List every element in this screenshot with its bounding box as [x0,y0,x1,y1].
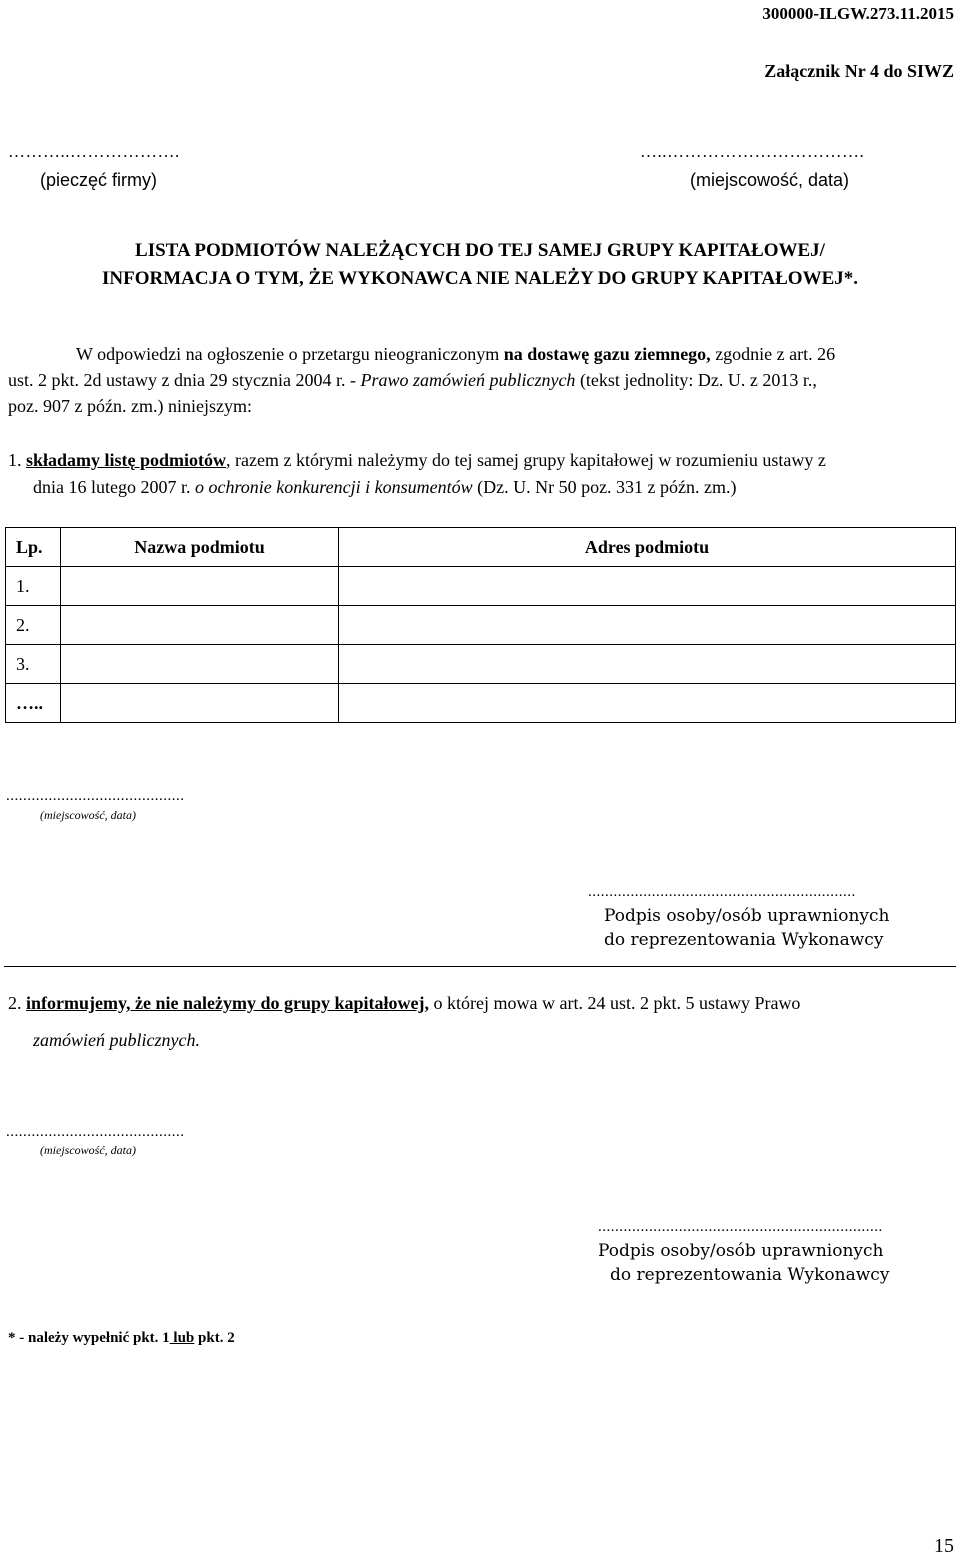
document-title-line-2: INFORMACJA O TYM, ŻE WYKONAWCA NIE NALEŻY DO GRUPY KAPITAŁOWEJ*. [101,268,858,289]
entity-name-cell[interactable] [61,684,339,723]
row-number: ….. [6,684,61,723]
row-number: 3. [6,645,61,684]
intro-line-2: ust. 2 pkt. 2d ustawy z dnia 29 stycznia 2004 r. - Prawo zamówień publicznych (tekst jednolity: Dz. U. z 2013 r., [8,370,817,390]
section-2-line-1: 2. informujemy, że nie należymy do grupy kapitałowej, o której mowa w art. 24 ust. 2 pkt. 5 ustawy Prawo [8,993,801,1013]
header-entity-address: Adres podmiotu [339,528,956,567]
signature-label-1-line-2: do reprezentowania Wykonawcy [604,930,884,950]
header-entity-name: Nazwa podmiotu [61,528,339,567]
signature-label-2-line-2: do reprezentowania Wykonawcy [610,1265,890,1285]
table-row [6,645,956,684]
entities-table [5,527,956,723]
entity-address-cell[interactable] [339,567,956,606]
place-date-label-2: (miejscowość, data) [40,1143,136,1157]
table-header-row [6,528,956,567]
entity-address-cell[interactable] [339,645,956,684]
signature-label-2-line-1: Podpis osoby/osób uprawnionych [598,1241,884,1261]
entity-name-cell[interactable] [61,567,339,606]
signature-label-1-line-1: Podpis osoby/osób uprawnionych [604,906,890,926]
section-1-line-2: dnia 16 lutego 2007 r. o ochronie konkurencji i konsumentów (Dz. U. Nr 50 poz. 331 z późn. zm.) [33,477,737,497]
row-number: 1. [6,567,61,606]
entity-address-cell[interactable] [339,684,956,723]
section-1-line-1: 1. składamy listę podmiotów, razem z którymi należymy do tej samej grupy kapitałowej w rozumieniu ustawy z [8,450,826,470]
row-number: 2. [6,606,61,645]
table-row [6,567,956,606]
document-title-line-1: LISTA PODMIOTÓW NALEŻĄCYCH DO TEJ SAMEJ GRUPY KAPITAŁOWEJ/ [135,240,825,261]
header-lp: Lp. [6,528,61,567]
section-2-line-2: zamówień publicznych. [33,1030,200,1050]
intro-line-3: poz. 907 z późn. zm.) niniejszym: [8,396,252,416]
place-date-dots: …..……………………………. [640,142,865,161]
place-date-label: (miejscowość, data) [690,170,850,190]
table-row [6,684,956,723]
signature-dots-1: ............................................................... [588,884,856,900]
stamp-label: (pieczęć firmy) [40,170,158,190]
signature-dots-2: ................................................................... [598,1219,883,1235]
intro-line-1: W odpowiedzi na ogłoszenie o przetargu nieograniczonym na dostawę gazu ziemnego, zgodnie z art. 26 [76,344,836,364]
place-date-dots-2: .......................................... [6,1124,185,1140]
section-divider [4,966,956,967]
page-number: 15 [934,1535,954,1557]
table-row [6,606,956,645]
place-date-label-1: (miejscowość, data) [40,808,136,822]
footnote: * - należy wypełnić pkt. 1 lub pkt. 2 [8,1330,235,1346]
case-number: 300000-ILGW.273.11.2015 [762,4,954,23]
entity-name-cell[interactable] [61,645,339,684]
annex-title: Załącznik Nr 4 do SIWZ [764,61,954,81]
place-date-dots-1: .......................................... [6,788,185,804]
entity-name-cell[interactable] [61,606,339,645]
entity-address-cell[interactable] [339,606,956,645]
stamp-dots: ………..………………. [8,142,180,161]
